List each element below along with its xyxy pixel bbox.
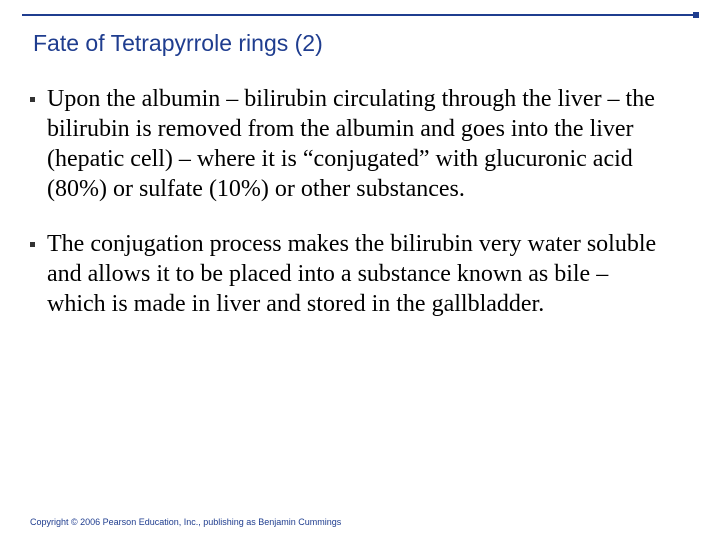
slide-title: Fate of Tetrapyrrole rings (2): [33, 30, 323, 56]
bullet-text: Upon the albumin – bilirubin circulating through the liver – the bilirubin is removed from the albumin and goes into the liver (hepatic cell) – where it is “conjugated” with glucuronic acid (80%) or sulfate (10%) or other substances.: [47, 86, 655, 202]
title-rule-end: [693, 12, 699, 18]
copyright-footer: Copyright © 2006 Pearson Education, Inc., publishing as Benjamin Cummings: [30, 517, 342, 527]
square-bullet-icon: [30, 242, 35, 247]
bullet-item: [30, 229, 670, 319]
square-bullet-icon: [30, 97, 35, 102]
bullet-emphasis: bile: [554, 261, 591, 287]
bullet-list: [30, 84, 670, 344]
bullet-text: The conjugation process makes the bilirubin very water soluble and allows it to be placed into a substance known as: [47, 231, 657, 287]
title-rule: [22, 14, 698, 16]
bullet-text-continued: – which is made in liver and stored in the gallbladder.: [47, 261, 609, 317]
bullet-item: [30, 84, 670, 204]
